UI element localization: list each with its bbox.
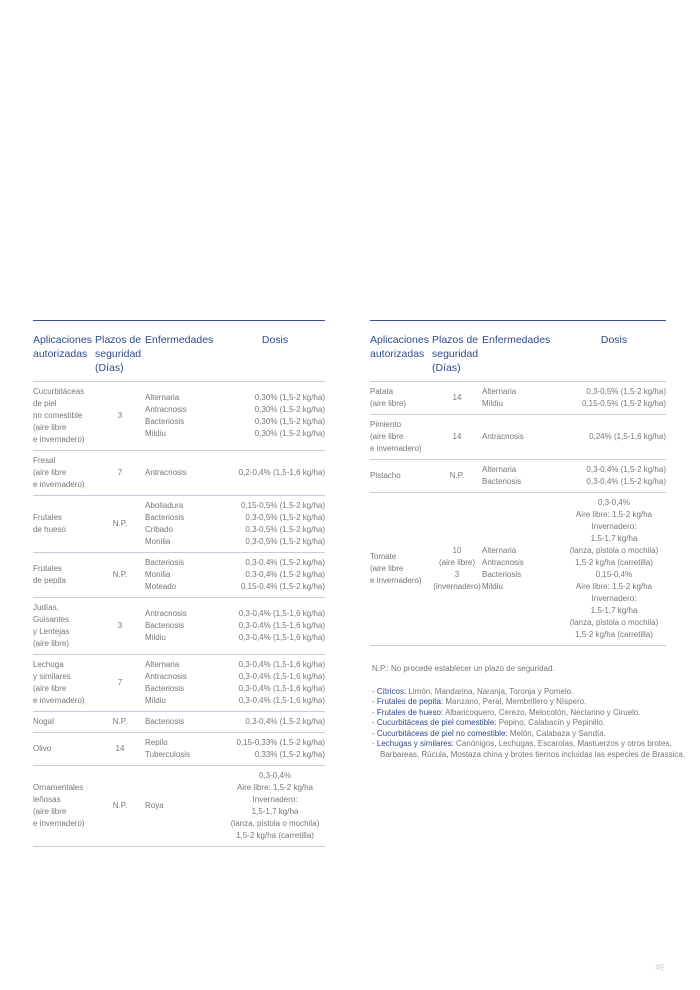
cell-line: (aire libre (33, 423, 67, 432)
note-item: - Cítricos: Limón, Mandarina, Naranja, Toronja y Pomelo. (372, 686, 574, 696)
cell-dose (225, 608, 325, 644)
cell-diseases (145, 392, 225, 440)
cell-line: (aire libre) (33, 639, 70, 648)
cell-diseases (145, 557, 225, 593)
cell-line: Mildiu (482, 582, 503, 591)
cell-dose (225, 467, 325, 479)
cell-line: N.P. (449, 471, 465, 480)
cell-dose (562, 497, 666, 641)
cell-line: Bacteriosis (145, 684, 185, 693)
cell-line: Cucurbitáceas (33, 387, 85, 396)
cell-line: (lanza, pistola o mochila) (569, 546, 659, 555)
cell-line: leñosas (33, 795, 61, 804)
cell-line: 1,5-2 kg/ha (carretilla) (236, 831, 314, 840)
cell-line: 3 (117, 621, 123, 630)
cell-line: Alternaria (145, 660, 180, 669)
table-header (370, 321, 666, 382)
header-diseases: Enfermedades (482, 334, 551, 346)
cell-line: 0,15-0,5% (1,5-2 kg/ha) (581, 399, 666, 408)
cell-line: 0,15-0,4% (1,5-2 kg/ha) (240, 582, 325, 591)
dosage-table-left (33, 320, 325, 847)
cell-line: Patata (370, 387, 394, 396)
cell-line: (aire libre) (438, 558, 475, 567)
cell-line: (aire libre) (370, 399, 407, 408)
cell-line: Mildiu (145, 696, 166, 705)
note-text: Albaricoquero, Cerezo, Melocotón, Nectarino y Ciruelo. (443, 707, 641, 717)
note-term: Lechugas y similares: (376, 739, 454, 748)
cell-line: (invernadero) (433, 582, 481, 591)
note-text: Limón, Mandarina, Naranja, Toronja y Pomelo. (406, 686, 574, 696)
table-row (33, 451, 325, 496)
cell-dose (225, 500, 325, 548)
cell-dose (562, 431, 666, 443)
cell-line: 0,3-0,4% (1,5-1,6 kg/ha) (238, 621, 325, 630)
cell-diseases (145, 800, 225, 812)
cell-line: 3 (117, 411, 123, 420)
cell-line: no comestible (33, 411, 83, 420)
cell-line: 7 (117, 468, 123, 477)
note-text: Canónigos, Lechugas, Escarolas, Mastuerzos y otros brotes, Barbareas, Rúcula, Mostaza china y brotes tiernos incluidas las especies de Brassica. (380, 739, 686, 759)
cell-line: 1,5-2 kg/ha (carretilla) (575, 630, 653, 639)
cell-diseases (482, 386, 562, 410)
cell-safety-period (95, 716, 145, 728)
cell-application (370, 419, 432, 455)
note-term: Frutales de hueso: (376, 707, 444, 717)
cell-line: 1,5-1,7 kg/ha (590, 606, 638, 615)
cell-line: 0,3-0,4% (1,5-2 kg/ha) (245, 717, 325, 726)
cell-line: de pepita (33, 576, 66, 585)
note-text: Melón, Calabaza y Sandía. (507, 728, 606, 738)
cell-dose (562, 386, 666, 410)
cell-line: Frutales (33, 513, 62, 522)
cell-line: Alternaria (482, 465, 517, 474)
cell-line: Repilo (145, 738, 168, 747)
table-body (33, 382, 325, 847)
cell-line: N.P. (112, 717, 128, 726)
cell-safety-period (95, 677, 145, 689)
note-item: - Frutales de pepita: Manzano, Peral, Membrillero y Níspero. (372, 697, 587, 706)
header-diseases: Enfermedades (145, 334, 214, 346)
table-row (370, 382, 666, 415)
cell-safety-period (432, 392, 482, 404)
cell-line: Bacteriosis (145, 513, 185, 522)
cell-line: e invernadero) (33, 435, 85, 444)
cell-line: Invernadero: (591, 594, 637, 603)
cell-line: Invernadero: (591, 522, 637, 531)
cell-line: 0,24% (1,5-1,6 kg/ha) (589, 432, 666, 441)
cell-line: Abolladura (145, 501, 184, 510)
cell-line: Nogal (33, 717, 54, 726)
cell-line: e invernadero) (33, 480, 85, 489)
cell-safety-period (95, 410, 145, 422)
cell-line: 0,3-0,4% (258, 771, 291, 780)
cell-line: 0,3-0,5% (1,5-2 kg/ha) (245, 525, 325, 534)
header-applications: Aplicaciones autorizadas (33, 334, 92, 360)
table-row (33, 712, 325, 733)
page-number: 49 (655, 963, 664, 972)
cell-line: 14 (452, 393, 462, 402)
cell-line: (aire libre (33, 468, 67, 477)
table-row (33, 733, 325, 766)
cell-line: 0,3-0,4% (1,5-2 kg/ha) (586, 465, 666, 474)
cell-application (33, 512, 95, 536)
cell-line: 0,3-0,4% (1,5-2 kg/ha) (586, 477, 666, 486)
cell-line: Guisantes (33, 615, 70, 624)
cell-line: 0,3-0,4% (1,5-2 kg/ha) (245, 570, 325, 579)
note-term: Cítricos: (376, 686, 407, 696)
note-term: Cucurbitáceas de piel no comestible: (376, 728, 508, 738)
cell-line: 0,3-0,4% (1,5-1,6 kg/ha) (238, 696, 325, 705)
cell-line: de hueso (33, 525, 66, 534)
cell-line: Invernadero: (252, 795, 298, 804)
cell-safety-period (95, 467, 145, 479)
cell-line: (lanza, pistola o mochila) (569, 618, 659, 627)
cell-line: (lanza, pistola o mochila) (230, 819, 320, 828)
cell-line: Alternaria (482, 546, 517, 555)
table-row (370, 415, 666, 460)
cell-line: de piel (33, 399, 57, 408)
header-safety-period: Plazos de seguridad (Días) (95, 334, 142, 374)
cell-application (33, 563, 95, 587)
cell-line: Antracnosis (145, 609, 187, 618)
cell-line: 0,15-0,4% (595, 570, 633, 579)
cell-application (33, 716, 95, 728)
cell-line: (aire libre (33, 684, 67, 693)
cell-line: Ornamentales (33, 783, 84, 792)
cell-application (33, 743, 95, 755)
cell-line: (aire libre (33, 807, 67, 816)
table-row (33, 553, 325, 598)
cell-line: 14 (452, 432, 462, 441)
cell-line: Antracnosis (145, 672, 187, 681)
cell-dose (225, 716, 325, 728)
cell-safety-period (95, 743, 145, 755)
cell-diseases (145, 716, 225, 728)
cell-application (33, 659, 95, 707)
cell-line: 0,3-0,4% (1,5-1,6 kg/ha) (238, 672, 325, 681)
cell-line: 0,30% (1,5-2 kg/ha) (254, 393, 325, 402)
cell-line: 0,3-0,4% (1,5-1,6 kg/ha) (238, 684, 325, 693)
cell-safety-period (432, 431, 482, 443)
cell-line: 1,5-2 kg/ha (carretilla) (575, 558, 653, 567)
cell-diseases (482, 545, 562, 593)
cell-line: e invernadero) (33, 696, 85, 705)
table-row (370, 493, 666, 646)
cell-line: Aire libre: 1,5-2 kg/ha (575, 582, 653, 591)
cell-line: Bacteriosis (145, 621, 185, 630)
cell-line: N.P. (112, 519, 128, 528)
cell-line: Bacteriosis (145, 558, 185, 567)
cell-line: Bacteriosis (145, 417, 185, 426)
header-dose: Dosis (261, 334, 289, 346)
cell-line: Judías, (33, 603, 59, 612)
cell-line: (aire libre (370, 564, 404, 573)
cell-line: 0,2-0,4% (1,5-1,6 kg/ha) (238, 468, 325, 477)
cell-line: Moteado (145, 582, 177, 591)
cell-line: N.P. (112, 570, 128, 579)
cell-application (370, 551, 432, 587)
cell-line: 0,3-0,4% (597, 498, 630, 507)
cell-line: 7 (117, 678, 123, 687)
cell-dose (225, 659, 325, 707)
note-text: Manzano, Peral, Membrillero y Níspero. (443, 697, 587, 706)
cell-line: Roya (145, 801, 164, 810)
table-row (370, 460, 666, 493)
cell-line: 0,3-0,5% (1,5-2 kg/ha) (586, 387, 666, 396)
header-dose: Dosis (600, 334, 628, 346)
cell-safety-period (95, 800, 145, 812)
cell-line: Aire libre: 1,5-2 kg/ha (236, 783, 314, 792)
cell-line: N.P. (112, 801, 128, 810)
cell-line: Olivo (33, 744, 52, 753)
table-row (33, 382, 325, 451)
cell-line: 0,3-0,4% (1,5-1,6 kg/ha) (238, 609, 325, 618)
note-term: Frutales de pepita: (376, 697, 444, 706)
cell-line: Bacteriosis (482, 570, 522, 579)
cell-line: Frutales (33, 564, 62, 573)
cell-line: Monilia (145, 570, 171, 579)
cell-line: Mildiu (145, 429, 166, 438)
cell-safety-period (432, 545, 482, 593)
cell-line: Fresal (33, 456, 56, 465)
dosage-table-right (370, 320, 666, 646)
cell-line: Monilia (145, 537, 171, 546)
cell-line: Antracnosis (482, 558, 524, 567)
cell-line: 1,5-1,7 kg/ha (590, 534, 638, 543)
note-item: - Lechugas y similares: Canónigos, Lechugas, Escarolas, Mastuerzos y otros brotes, Barbareas, Rúcula, Mostaza china y brotes tiernos incluidas las especies de Brassica. (372, 739, 686, 759)
cell-line: 0,30% (1,5-2 kg/ha) (254, 405, 325, 414)
note-list (372, 687, 692, 761)
cell-line: 0,3-0,5% (1,5-2 kg/ha) (245, 513, 325, 522)
table-header (33, 321, 325, 382)
note-item: - Cucurbitáceas de piel no comestible: Melón, Calabaza y Sandía. (372, 728, 606, 738)
np-note: N.P.: No procede establecer un plazo de seguridad. (372, 664, 555, 673)
cell-application (33, 455, 95, 491)
cell-line: e invernadero) (370, 444, 422, 453)
cell-line: Cribado (145, 525, 174, 534)
cell-line: Bacteriosis (482, 477, 522, 486)
cell-diseases (145, 500, 225, 548)
cell-line: y Lentejas (33, 627, 70, 636)
cell-application (33, 602, 95, 650)
cell-line: 0,15-0,5% (1,5-2 kg/ha) (240, 501, 325, 510)
cell-line: Antracnosis (482, 432, 524, 441)
cell-line: Aire libre: 1,5-2 kg/ha (575, 510, 653, 519)
note-term: Cucurbitáceas de piel comestible: (376, 718, 497, 727)
cell-line: Pistacho (370, 471, 401, 480)
cell-safety-period (95, 569, 145, 581)
cell-line: Tomate (370, 552, 397, 561)
cell-line: Mildiu (145, 633, 166, 642)
cell-line: 0,30% (1,5-2 kg/ha) (254, 417, 325, 426)
cell-dose (225, 392, 325, 440)
cell-line: Antracnosis (145, 468, 187, 477)
cell-diseases (145, 467, 225, 479)
cell-line: Tuberculosis (145, 750, 191, 759)
table-body (370, 382, 666, 646)
cell-line: 0,30% (1,5-2 kg/ha) (254, 429, 325, 438)
header-applications: Aplicaciones autorizadas (370, 334, 429, 360)
cell-line: (aire libre (370, 432, 404, 441)
cell-line: Mildiu (482, 399, 503, 408)
cell-line: 0,33% (1,5-2 kg/ha) (254, 750, 325, 759)
cell-application (33, 386, 95, 446)
cell-dose (225, 557, 325, 593)
cell-application (33, 782, 95, 830)
cell-line: 10 (452, 546, 462, 555)
note-text: Pepino, Calabacín y Pepinillo. (496, 718, 606, 727)
cell-dose (225, 770, 325, 842)
cell-diseases (482, 431, 562, 443)
cell-diseases (482, 464, 562, 488)
cell-diseases (145, 608, 225, 644)
cell-line: 1,5-1,7 kg/ha (251, 807, 299, 816)
cell-line: Alternaria (482, 387, 517, 396)
cell-application (370, 386, 432, 410)
cell-line: 0,15-0,33% (1,5-2 kg/ha) (236, 738, 325, 747)
cell-line: Pimiento (370, 420, 402, 429)
cell-application (370, 470, 432, 482)
header-safety-period: Plazos de seguridad (Días) (432, 334, 479, 374)
cell-line: Bacteriosis (145, 717, 185, 726)
table-row (33, 766, 325, 847)
note-item: - Cucurbitáceas de piel comestible: Pepino, Calabacín y Pepinillo. (372, 718, 606, 727)
cell-line: 0,3-0,5% (1,5-2 kg/ha) (245, 537, 325, 546)
cell-line: e invernadero) (370, 576, 422, 585)
cell-dose (562, 464, 666, 488)
cell-line: 3 (454, 570, 460, 579)
cell-line: 0,3-0,4% (1,5-2 kg/ha) (245, 558, 325, 567)
cell-line: e invernadero) (33, 819, 85, 828)
cell-safety-period (95, 518, 145, 530)
table-row (33, 598, 325, 655)
cell-line: 14 (115, 744, 125, 753)
cell-safety-period (95, 620, 145, 632)
cell-line: y similares (33, 672, 71, 681)
cell-line: Lechuga (33, 660, 64, 669)
cell-dose (225, 737, 325, 761)
cell-line: Antracnosis (145, 405, 187, 414)
cell-diseases (145, 737, 225, 761)
cell-line: Alternaria (145, 393, 180, 402)
table-row (33, 655, 325, 712)
note-item: - Frutales de hueso: Albaricoquero, Cerezo, Melocotón, Nectarino y Ciruelo. (372, 707, 641, 717)
cell-line: 0,3-0,4% (1,5-1,6 kg/ha) (238, 633, 325, 642)
cell-diseases (145, 659, 225, 707)
footnotes (372, 664, 692, 760)
cell-line: 0,3-0,4% (1,5-1,6 kg/ha) (238, 660, 325, 669)
cell-safety-period (432, 470, 482, 482)
table-row (33, 496, 325, 553)
